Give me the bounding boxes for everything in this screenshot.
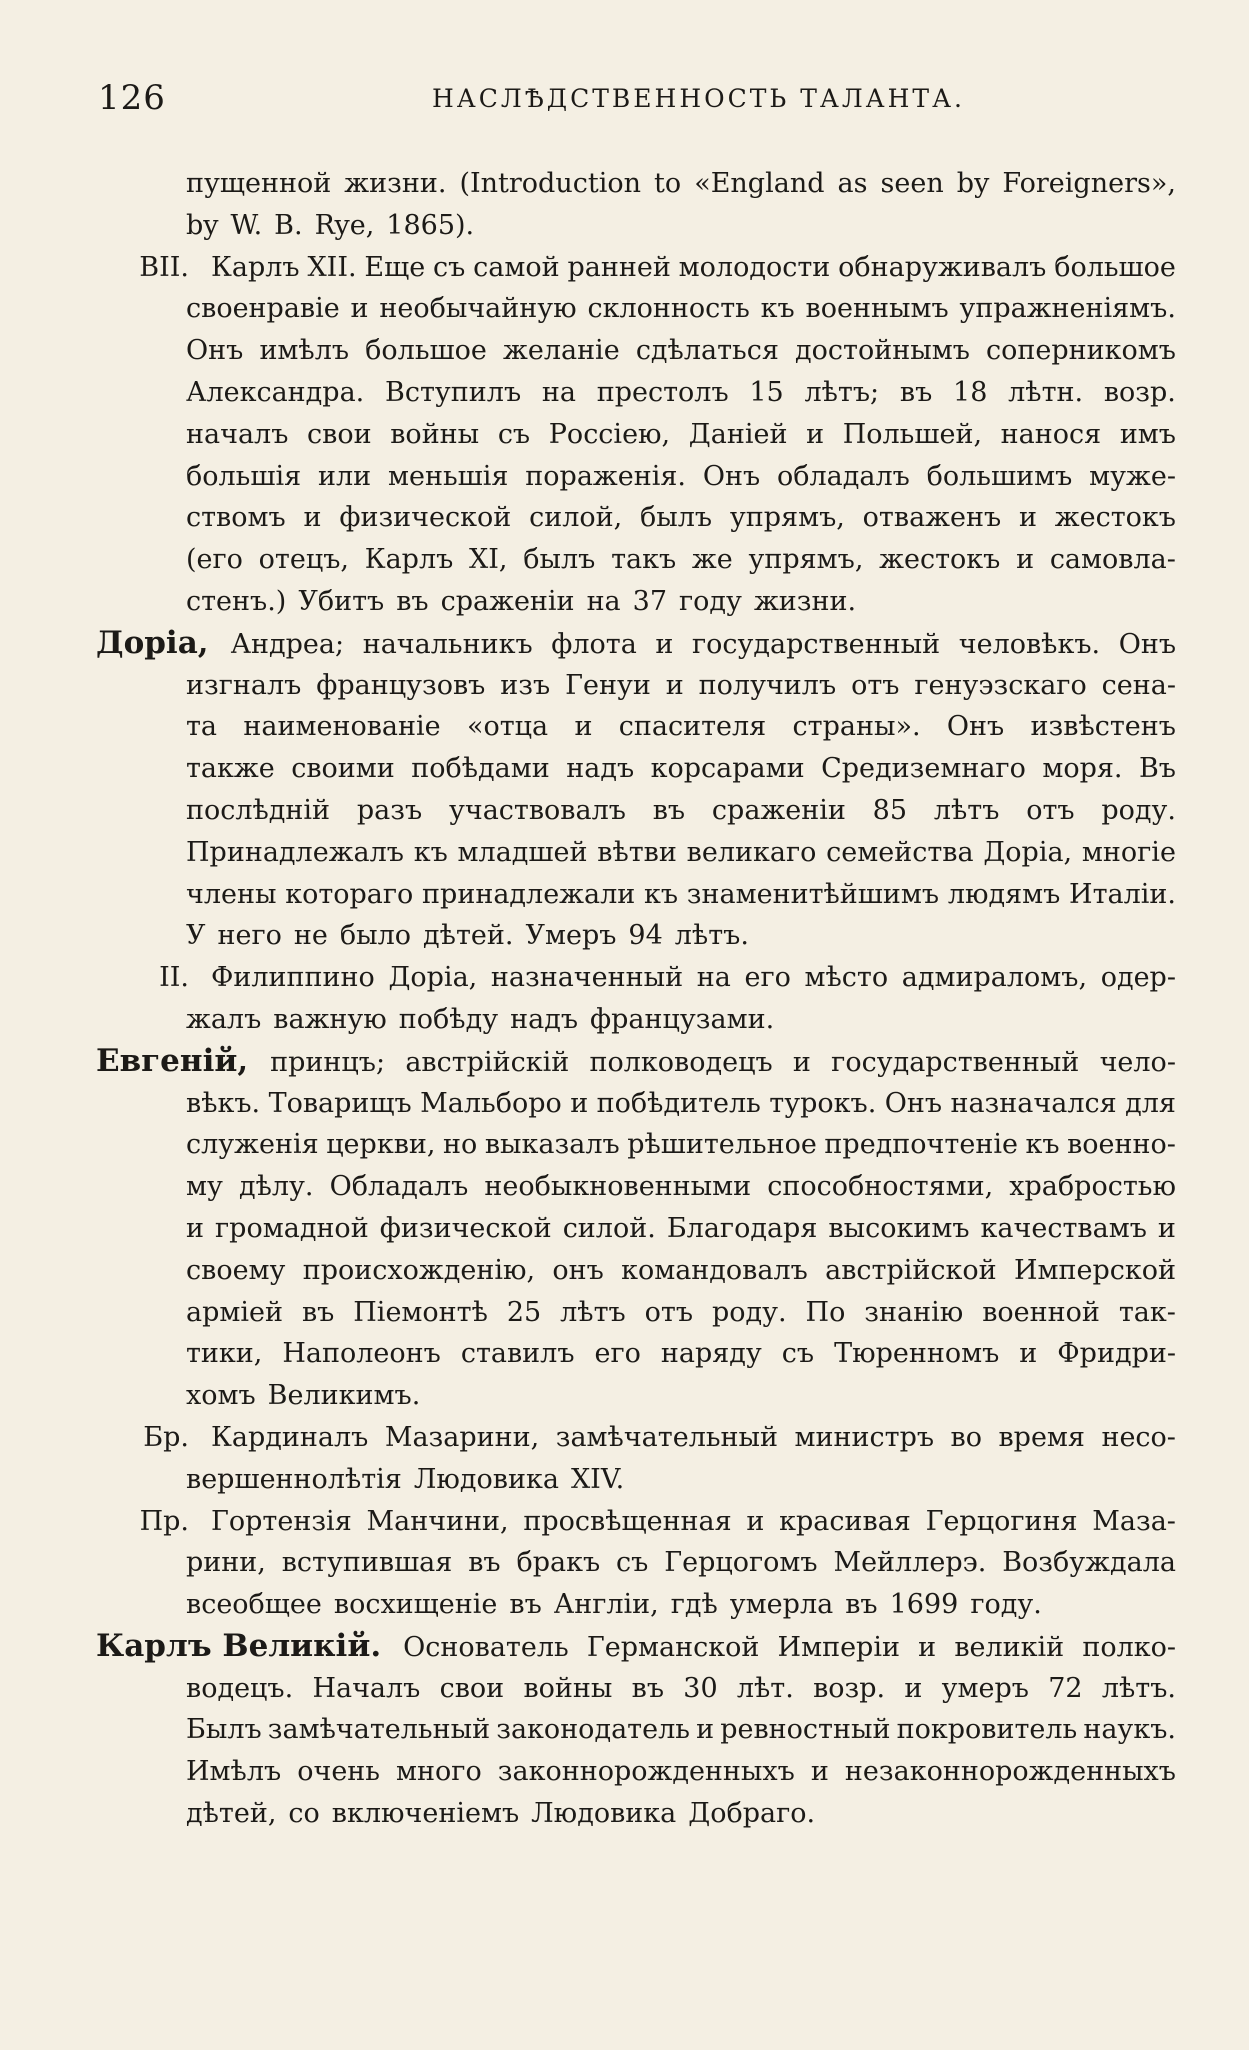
entry-marker: II. <box>159 962 189 994</box>
line-text: всеобщее восхищеніе въ Англіи, гдѣ умерла въ 1699 году. <box>186 1589 1042 1621</box>
line-text: Андреа; начальникъ флота и государственный человѣкъ. Онъ <box>230 628 1176 660</box>
line-text: также своими побѣдами надъ корсарами Средиземнаго моря. Въ <box>186 753 1176 785</box>
line-text: послѣдній разъ участвовалъ въ сраженіи 85 лѣтъ отъ роду. <box>186 794 1176 826</box>
text-line <box>186 1793 1176 1835</box>
line-text: члены котораго принадлежали къ знаменитѣйшимъ людямъ Италіи. <box>186 878 1176 910</box>
text-line <box>186 832 1176 874</box>
text-line <box>186 1083 1176 1125</box>
line-text: та наименованіе «отца и спасителя страны». Онъ извѣстенъ <box>186 711 1176 743</box>
line-text: хомъ Великимъ. <box>186 1380 421 1412</box>
line-text: тики, Наполеонъ ставилъ его наряду съ Тюренномъ и Фридри- <box>186 1338 1176 1370</box>
text-line <box>186 456 1176 498</box>
text-line <box>186 1709 1176 1751</box>
entry-name: Евгеній, <box>96 1042 249 1079</box>
entry-marker: ВII. <box>139 251 189 283</box>
text-line <box>186 163 1176 205</box>
line-text: началъ свои войны съ Россіею, Даніей и Польшей, нанося имъ <box>186 418 1176 450</box>
text-line <box>186 497 1176 539</box>
text-line <box>186 1124 1176 1166</box>
entry-name: Доріа, <box>96 624 209 661</box>
line-text: большія или меньшія пораженія. Онъ обладалъ большимъ муже- <box>186 460 1176 492</box>
line-text: своенравіе и необычайную склонность къ военнымъ упражненіямъ. <box>186 293 1176 325</box>
line-text: Принадлежалъ къ младшей вѣтви великаго семейства Доріа, многіе <box>186 836 1176 868</box>
text-line <box>186 665 1176 707</box>
line-text: by W. B. Rye, 1865). <box>186 209 475 241</box>
line-text: стенъ.) Убитъ въ сраженіи на 37 году жизни. <box>186 585 857 617</box>
entry-name: Карлъ Великій. <box>96 1627 382 1664</box>
line-text: и громадной физической силой. Благодаря высокимъ качествамъ и <box>186 1212 1176 1244</box>
line-text: (его отецъ, Карлъ XI, былъ такъ же упрямъ, жестокъ и самовла- <box>186 544 1176 576</box>
text-line <box>96 1501 1176 1543</box>
line-text: У него не было дѣтей. Умеръ 94 лѣтъ. <box>186 920 749 952</box>
text-line <box>186 915 1176 957</box>
text-line <box>186 1459 1176 1501</box>
line-text: рини, вступившая въ бракъ съ Герцогомъ Мейллерэ. Возбуждала <box>186 1547 1176 1579</box>
line-text: вершеннолѣтія Людовика XIV. <box>186 1463 625 1495</box>
text-line <box>186 999 1176 1041</box>
text-line <box>186 1292 1176 1334</box>
entry-marker: Бр. <box>143 1421 189 1453</box>
text-line <box>186 1166 1176 1208</box>
line-text: ствомъ и физической силой, былъ упрямъ, отваженъ и жестокъ <box>186 502 1176 534</box>
line-text: Карлъ XII. Еще съ самой ранней молодости обнаруживалъ большое <box>211 251 1176 283</box>
line-text: Филиппино Доріа, назначенный на его мѣсто адмираломъ, одер- <box>211 962 1176 994</box>
entry-marker: Пр. <box>139 1505 189 1537</box>
line-text: Александра. Вступилъ на престолъ 15 лѣтъ; въ 18 лѣтн. возр. <box>186 376 1176 408</box>
line-text: вѣкъ. Товарищъ Мальборо и побѣдитель турокъ. Онъ назначался для <box>186 1087 1176 1119</box>
line-text: Онъ имѣлъ большое желаніе сдѣлаться достойнымъ соперникомъ <box>186 335 1176 367</box>
text-line <box>186 1751 1176 1793</box>
text-line <box>186 748 1176 790</box>
line-text: служенія церкви, но выказалъ рѣшительное предпочтеніе къ военно- <box>186 1129 1176 1161</box>
body-text <box>96 163 1176 1835</box>
text-line <box>186 706 1176 748</box>
text-line <box>186 205 1176 247</box>
text-line <box>186 539 1176 581</box>
text-line <box>186 1208 1176 1250</box>
text-line <box>186 372 1176 414</box>
text-line <box>96 623 1176 665</box>
text-line <box>96 1417 1176 1459</box>
text-line <box>186 874 1176 916</box>
text-line <box>186 414 1176 456</box>
line-text: изгналъ французовъ изъ Генуи и получилъ отъ генуэзскаго сена- <box>186 669 1176 701</box>
running-head: НАСЛѢДСТВЕННОСТЬ ТАЛАНТА. <box>432 84 965 113</box>
line-text: пущенной жизни. (Introduction to «England as seen by Foreigners», <box>186 168 1176 199</box>
text-line <box>186 1584 1176 1626</box>
line-text: Основатель Германской Имперіи и великій полко- <box>403 1631 1176 1663</box>
line-text: дѣтей, со включеніемъ Людовика Добраго. <box>186 1798 816 1830</box>
text-line <box>96 247 1176 289</box>
text-line <box>186 288 1176 330</box>
text-line <box>186 1375 1176 1417</box>
text-line <box>186 1250 1176 1292</box>
text-line <box>186 790 1176 832</box>
text-line <box>186 1333 1176 1375</box>
line-text: водецъ. Началъ свои войны въ 30 лѣт. возр. и умеръ 72 лѣтъ. <box>186 1672 1176 1704</box>
text-line <box>186 330 1176 372</box>
text-line <box>186 581 1176 623</box>
text-line <box>96 957 1176 999</box>
page-number: 126 <box>98 78 166 118</box>
line-text: Былъ замѣчательный законодатель и ревностный покровитель наукъ. <box>186 1714 1176 1746</box>
line-text: Кардиналъ Мазарини, замѣчательный министръ во время несо- <box>211 1421 1176 1453</box>
line-text: Гортензія Манчини, просвѣщенная и красивая Герцогиня Маза- <box>211 1505 1176 1537</box>
text-line <box>96 1041 1176 1083</box>
line-text: жалъ важную побѣду надъ французами. <box>186 1003 775 1035</box>
line-text: арміей въ Піемонтѣ 25 лѣтъ отъ роду. По знанію военной так- <box>186 1296 1176 1328</box>
text-line <box>186 1668 1176 1710</box>
text-line <box>186 1542 1176 1584</box>
line-text: своему происхожденію, онъ командовалъ австрійской Имперской <box>186 1254 1176 1286</box>
line-text: му дѣлу. Обладалъ необыкновенными способностями, храбростью <box>186 1171 1176 1203</box>
text-line <box>96 1626 1176 1668</box>
line-text: Имѣлъ очень много законнорожденныхъ и незаконнорожденныхъ <box>186 1756 1176 1788</box>
line-text: принцъ; австрійскій полководецъ и государственный чело- <box>270 1046 1176 1078</box>
